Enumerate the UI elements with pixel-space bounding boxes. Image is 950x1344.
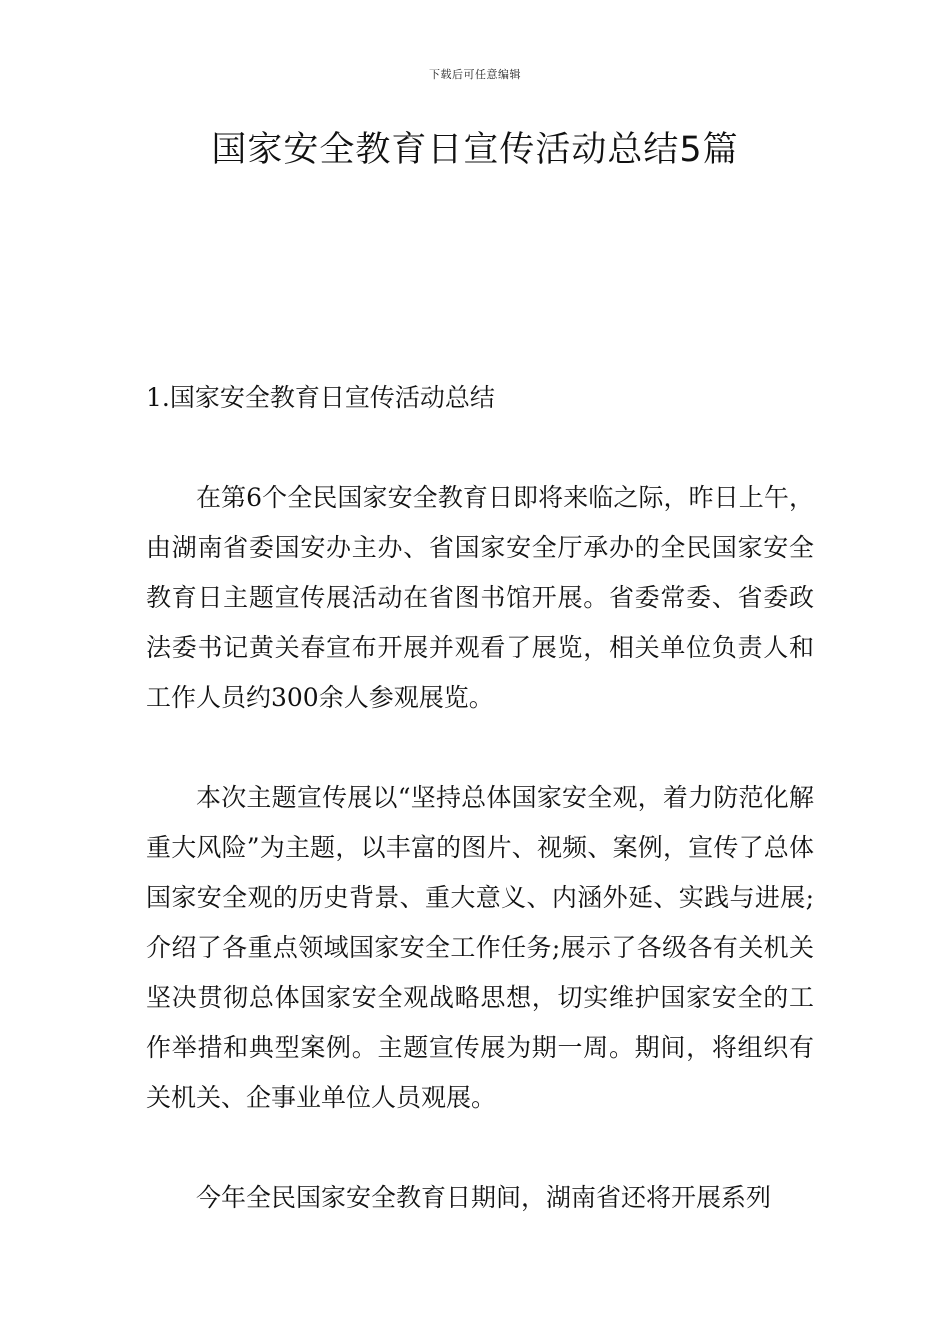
header-note: 下载后可任意编辑 (429, 68, 521, 81)
section-heading: 1.国家安全教育日宣传活动总结 (146, 383, 495, 412)
paragraph-3: 今年全民国家安全教育日期间，湖南省还将开展系列 (196, 1183, 772, 1212)
paragraph-1: 在第6个全民国家安全教育日即将来临之际，昨日上午，由湖南省委国安办主办、省国家安全厅承办的全民国家安全教育日主题宣传展活动在省图书馆开展。省委常委、省委政法委书记黄关春宣布开展并观看了展览，相关单位负责人和工作人员约300余人参观展览。 (146, 483, 814, 712)
document-title: 国家安全教育日宣传活动总结5篇 (211, 130, 739, 170)
paragraph-2: 本次主题宣传展以“坚持总体国家安全观，着力防范化解重大风险”为主题，以丰富的图片、视频、案例，宣传了总体国家安全观的历史背景、重大意义、内涵外延、实践与进展;介绍了各重点领域国家安全工作任务;展示了各级各有关机关坚决贯彻总体国家安全观战略思想，切实维护国家安全的工作举措和典型案例。主题宣传展为期一周。期间，将组织有关机关、企事业单位人员观展。 (146, 783, 814, 1112)
